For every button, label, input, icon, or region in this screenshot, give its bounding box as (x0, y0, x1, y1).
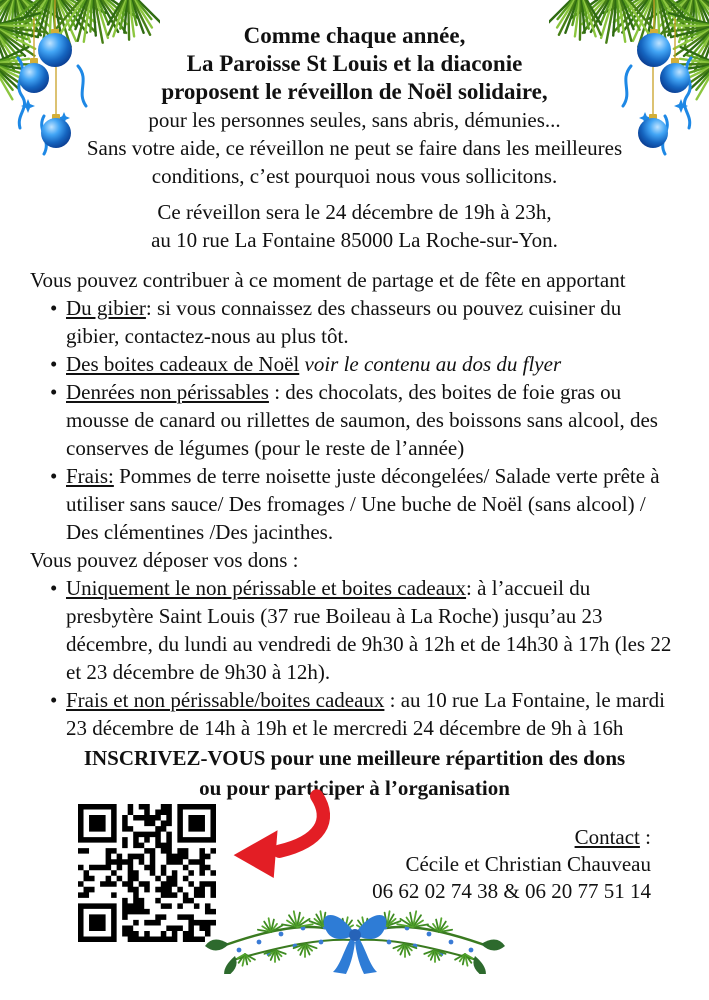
event-date-line: Ce réveillon sera le 24 décembre de 19h à 23h, (157, 200, 552, 224)
item-text: : des chocolats, des boites de foie gras ou mousse de canard ou rillettes de saumon, des boissons sans alcool, des conserves de légumes (pour le reste de l’année) (66, 380, 658, 460)
item-lead: Du gibier (66, 296, 146, 320)
deposit-item-non-perissable (66, 574, 679, 686)
contact-colon: : (639, 825, 651, 849)
item-text: Pommes de terre noisette juste décongelées/ Salade verte prête à utiliser sans sauce/ Des fromages / Une buche de Noël (sans alcool) / Des clémentines /Des jacinthes. (66, 464, 660, 544)
contribution-list (30, 294, 679, 546)
red-arrow-icon (226, 786, 331, 886)
item-lead: Des boites cadeaux de Noël (66, 352, 300, 376)
title-line-2: La Paroisse St Louis et la diaconie (186, 51, 523, 76)
item-lead: Frais et non périssable/boites cadeaux (66, 688, 385, 712)
item-lead: Uniquement le non périssable et boites cadeaux (66, 576, 467, 600)
blue-bow (323, 915, 386, 974)
item-text: : à l’accueil du presbytère Saint Louis (37 rue Boileau à La Roche) jusqu’au 23 décembre, du lundi au vendredi de 9h30 à 12h et de 14h30 à 17h (les 22 et 23 décembre de 9h30 à 12h). (66, 576, 672, 684)
qr-code (78, 804, 216, 942)
subtitle-line-2: Sans votre aide, ce réveillon ne peut se faire dans les meilleures (86, 136, 623, 160)
event-address-line: au 10 rue La Fontaine 85000 La Roche-sur-Yon. (151, 228, 558, 252)
deposit-item-frais (66, 686, 679, 742)
subtitle-line-3: conditions, c’est pourquoi nous vous sollicitons. (151, 164, 558, 188)
title-line-1: Comme chaque année, (243, 23, 466, 48)
flyer-footer (30, 802, 679, 974)
christmas-garland-decoration (205, 894, 505, 974)
deposit-intro: Vous pouvez déposer vos dons : (30, 548, 299, 572)
title-line-3: proposent le réveillon de Noël solidaire, (161, 79, 548, 104)
signup-line-1: INSCRIVEZ-VOUS pour une meilleure répartition des dons (83, 746, 626, 770)
contact-phones: 06 62 02 74 38 & 06 20 77 51 14 (372, 879, 651, 903)
signup-line-2: ou pour participer à l’organisation (199, 776, 510, 800)
contribute-intro: Vous pouvez contribuer à ce moment de partage et de fête en apportant (30, 268, 626, 292)
contribution-item-boites-cadeaux (66, 350, 679, 378)
contact-label: Contact (574, 825, 640, 849)
contact-heading (372, 824, 651, 851)
item-text: : si vous connaissez des chasseurs ou pouvez cuisiner du gibier, contactez-nous au plus tôt. (66, 296, 622, 348)
deposit-list (30, 574, 679, 742)
item-text: : au 10 rue La Fontaine, le mardi 23 décembre de 14h à 19h et le mercredi 24 décembre de 9h à 16h (66, 688, 665, 740)
item-text-italic: voir le contenu au dos du flyer (299, 352, 562, 376)
item-lead: Denrées non périssables (66, 380, 269, 404)
item-lead: Frais: (66, 464, 114, 488)
contribution-item-gibier (66, 294, 679, 350)
subtitle-line-1: pour les personnes seules, sans abris, démunies... (148, 108, 561, 132)
contribution-item-frais (66, 462, 679, 546)
contact-names: Cécile et Christian Chauveau (405, 852, 651, 876)
contact-block (372, 824, 651, 905)
contribution-item-denrees (66, 378, 679, 462)
